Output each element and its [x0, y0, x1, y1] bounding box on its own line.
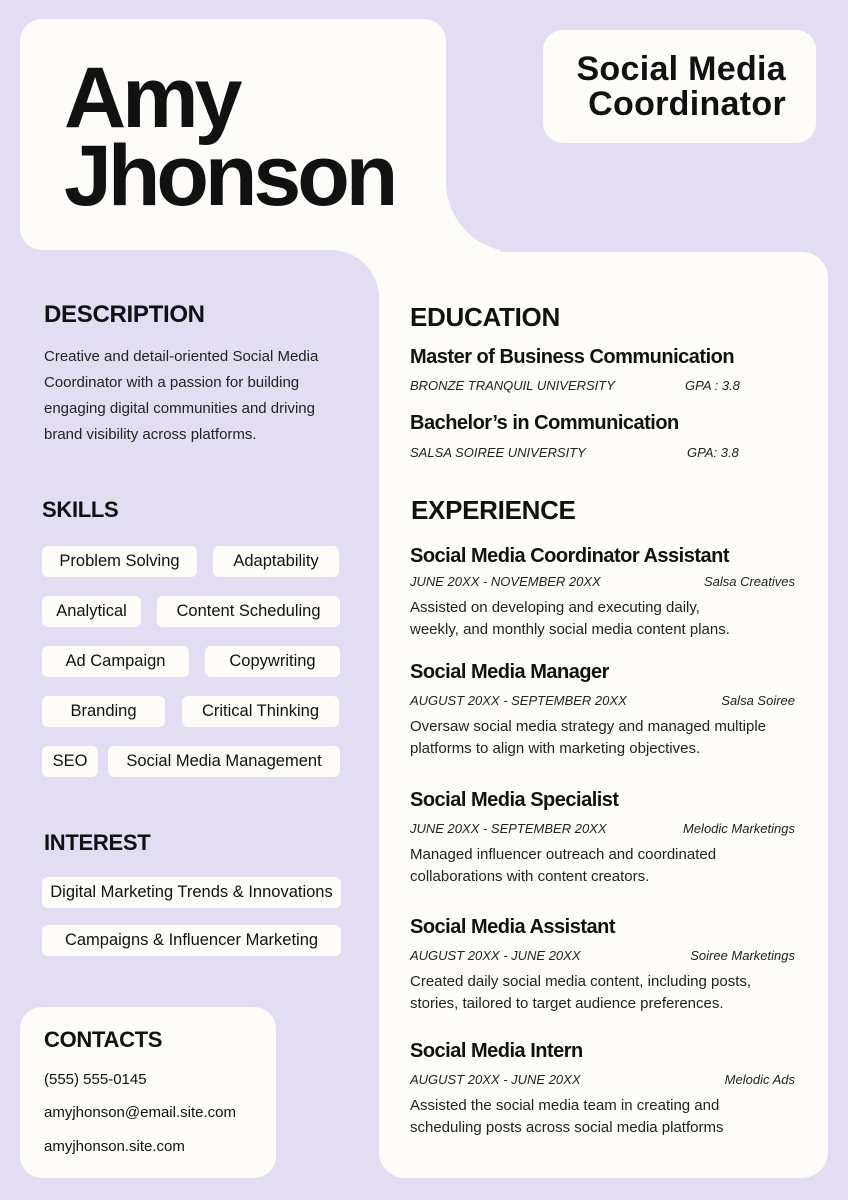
education-heading: EDUCATION [410, 302, 560, 332]
job-description-line: Created daily social media content, including posts, [410, 973, 752, 990]
skill-chip: SEO [42, 746, 98, 777]
job-company: Salsa Soiree [721, 693, 795, 708]
skill-chip: Ad Campaign [42, 646, 189, 677]
job-company: Melodic Ads [724, 1072, 795, 1087]
job-dates: AUGUST 20XX - JUNE 20XX [410, 948, 581, 963]
education-school: BRONZE TRANQUIL UNIVERSITY [410, 378, 615, 393]
experience-heading: EXPERIENCE [411, 495, 576, 525]
job-company: Soiree Marketings [690, 948, 795, 963]
job-title-card [543, 30, 816, 143]
education-degree: Master of Business Communication [410, 346, 735, 368]
skill-chip: Social Media Management [108, 746, 340, 777]
job-dates: JUNE 20XX - SEPTEMBER 20XX [410, 821, 607, 836]
job-description-line: Managed influencer outreach and coordinated [410, 846, 717, 863]
job-dates: AUGUST 20XX - SEPTEMBER 20XX [410, 693, 627, 708]
description-text [44, 344, 318, 448]
skills-heading: SKILLS [42, 497, 119, 522]
job-title-line: Coordinator [588, 84, 786, 123]
contact-website: amyjhonson.site.com [44, 1138, 185, 1155]
job-description-line: stories, tailored to target audience preferences. [410, 995, 724, 1012]
contact-email: amyjhonson@email.site.com [44, 1104, 236, 1121]
job-title-line: Social Media [576, 49, 786, 88]
education-school: SALSA SOIREE UNIVERSITY [410, 445, 586, 460]
skill-chip: Critical Thinking [182, 696, 339, 727]
job-title: Social Media Assistant [410, 916, 615, 938]
description-line: engaging digital communities and driving [44, 400, 315, 417]
skill-chip: Copywriting [205, 646, 340, 677]
job-title: Social Media Coordinator Assistant [410, 545, 729, 567]
skill-chip: Branding [42, 696, 165, 727]
card-connector-cutout [280, 250, 379, 350]
last-name: Jhonson [64, 128, 395, 224]
job-description [410, 1095, 723, 1139]
job-description [410, 971, 751, 1015]
description-line: Coordinator with a passion for building [44, 374, 300, 391]
job-description [410, 844, 716, 888]
job-title: Social Media Intern [410, 1040, 583, 1062]
education-gpa: GPA: 3.8 [687, 445, 739, 460]
job-description-line: collaborations with content creators. [410, 868, 650, 885]
job-dates: JUNE 20XX - NOVEMBER 20XX [410, 574, 601, 589]
contact-phone: (555) 555-0145 [44, 1071, 147, 1088]
skill-chip: Content Scheduling [157, 596, 340, 627]
education-gpa: GPA : 3.8 [685, 378, 740, 393]
job-title: Social Media Manager [410, 661, 609, 683]
job-dates: AUGUST 20XX - JUNE 20XX [410, 1072, 581, 1087]
description-line: Creative and detail-oriented Social Media [44, 348, 319, 365]
job-description-line: Assisted on developing and executing daily, [410, 599, 700, 616]
skill-chip: Adaptability [213, 546, 339, 577]
job-description-line: weekly, and monthly social media content plans. [410, 621, 730, 638]
job-description-line: scheduling posts across social media platforms [410, 1119, 724, 1136]
job-description-line: platforms to align with marketing objectives. [410, 740, 701, 757]
job-description-line: Oversaw social media strategy and managed multiple [410, 718, 767, 735]
job-description [410, 597, 730, 641]
job-description [410, 716, 766, 760]
education-degree: Bachelor’s in Communication [410, 412, 679, 434]
contacts-heading: CONTACTS [44, 1027, 163, 1052]
job-company: Salsa Creatives [703, 574, 795, 589]
description-line: brand visibility across platforms. [44, 426, 257, 443]
skill-chip: Problem Solving [42, 546, 197, 577]
skill-chip: Analytical [42, 596, 141, 627]
first-name: Amy [64, 50, 239, 146]
interest-heading: INTEREST [44, 830, 151, 855]
job-title: Social Media Specialist [410, 789, 619, 811]
interest-chip: Campaigns & Influencer Marketing [42, 925, 341, 956]
description-heading: DESCRIPTION [44, 301, 205, 328]
job-description-line: Assisted the social media team in creating and [410, 1097, 720, 1114]
interest-chip: Digital Marketing Trends & Innovations [42, 877, 341, 908]
job-company: Melodic Marketings [683, 821, 795, 836]
